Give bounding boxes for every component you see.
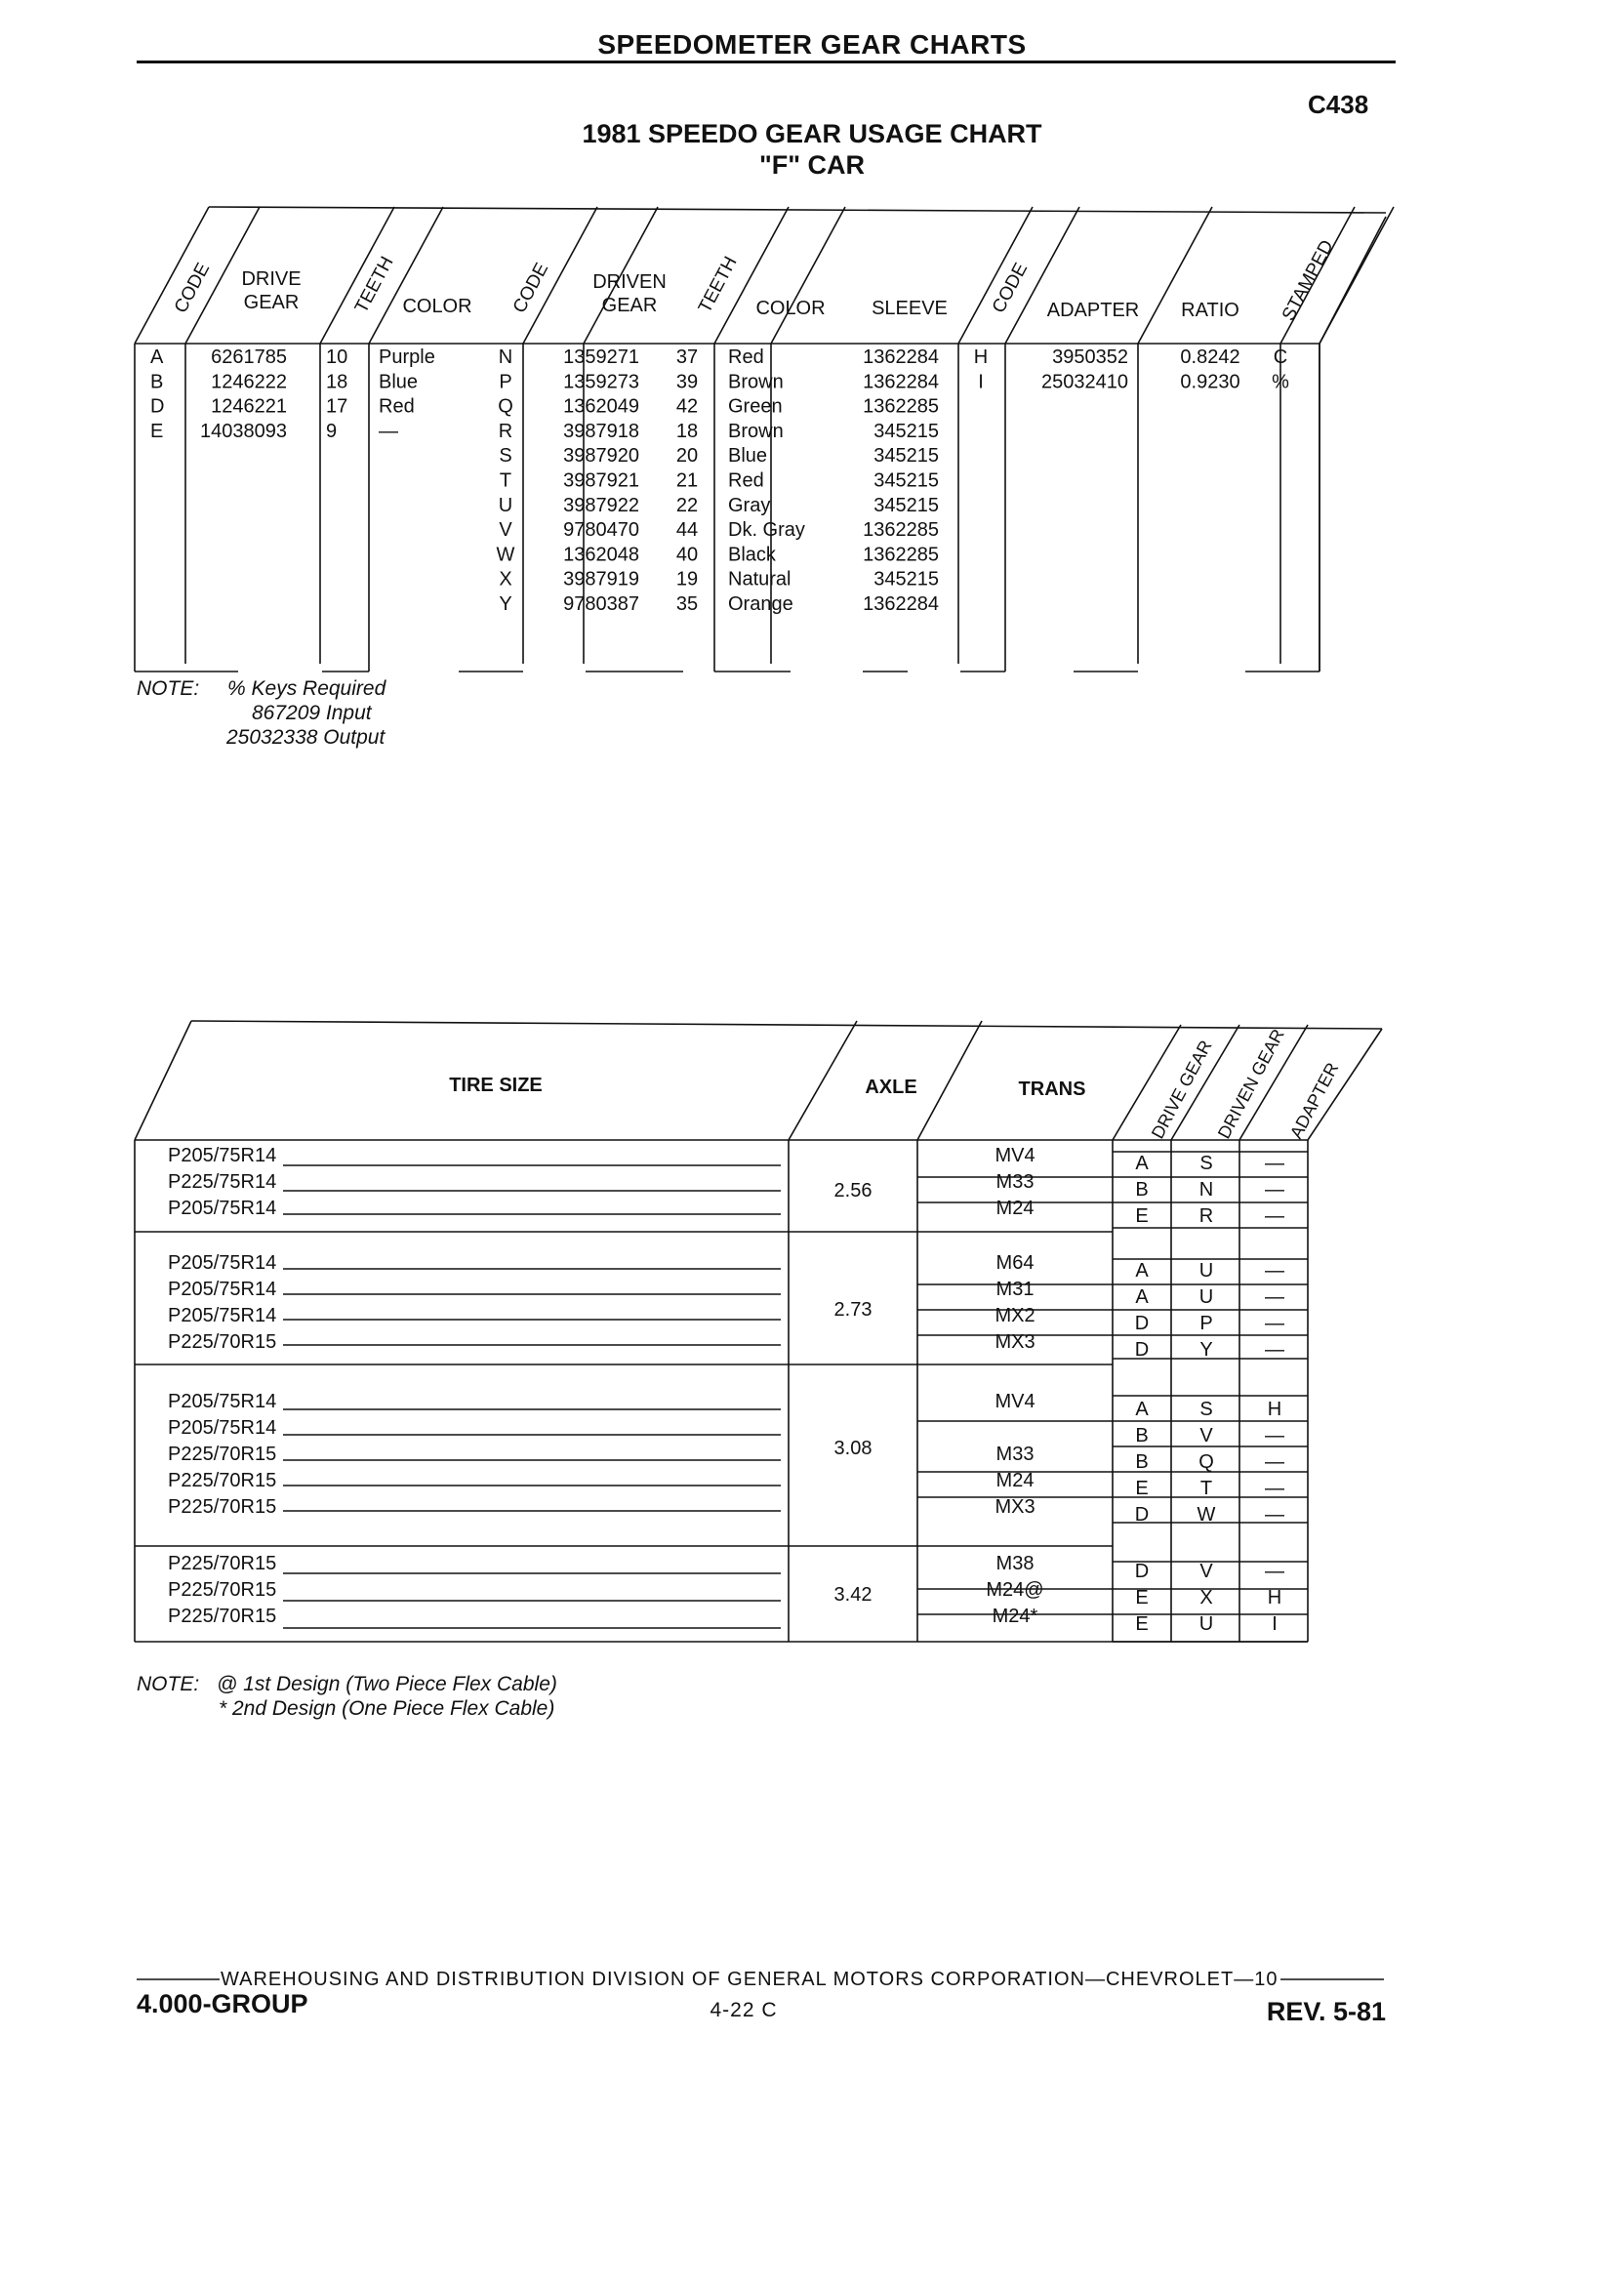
adapter-code: — xyxy=(1265,1205,1284,1227)
drive-gear-code: A xyxy=(1135,1286,1149,1308)
drive-gear-number: 1246221 xyxy=(211,395,287,418)
header-driven-gear: DRIVEN GEAR xyxy=(1213,1025,1288,1142)
adapter-code: H xyxy=(1267,1587,1282,1608)
drive-gear-code: E xyxy=(1135,1478,1149,1499)
header-code-3: CODE xyxy=(988,260,1033,317)
driven-gear-code: V xyxy=(1199,1561,1213,1582)
driven-gear-number: 9780387 xyxy=(563,593,639,615)
drive-gear-code: E xyxy=(150,420,164,442)
adapter-code: — xyxy=(1265,1478,1284,1499)
driven-gear-code: U xyxy=(1198,1286,1214,1308)
header-top-line xyxy=(209,207,1386,213)
driven-gear-code: X xyxy=(499,568,512,590)
drive-gear-color: — xyxy=(379,420,398,442)
tire-size: P225/70R15 xyxy=(168,1553,277,1574)
axle-ratio: 2.56 xyxy=(833,1180,873,1201)
note1-line-2: 867209 Input xyxy=(252,702,372,724)
driven-gear-code: U xyxy=(1198,1613,1214,1635)
header-divider xyxy=(1320,217,1386,344)
driven-gear-number: 9780470 xyxy=(563,519,639,542)
drive-gear-code: A xyxy=(1135,1399,1149,1420)
driven-gear-code: T xyxy=(1199,1478,1213,1499)
header-sleeve: SLEEVE xyxy=(872,298,948,319)
drive-gear-teeth: 18 xyxy=(326,371,348,393)
tire-size: P225/70R15 xyxy=(168,1579,277,1601)
header-divider xyxy=(1138,207,1212,344)
driven-gear-number: 3987919 xyxy=(563,568,639,590)
adapter-code: — xyxy=(1265,1451,1284,1473)
transmission-code: M24@ xyxy=(986,1579,1044,1601)
driven-gear-teeth: 20 xyxy=(675,445,699,468)
note2-line-1: @ 1st Design (Two Piece Flex Cable) xyxy=(217,1673,557,1695)
driven-gear-number: 1362048 xyxy=(563,544,639,566)
driven-gear-color: Red xyxy=(728,469,764,492)
driven-gear-code: V xyxy=(1199,1425,1213,1446)
transmission-code: M33 xyxy=(995,1171,1035,1193)
page-code: C438 xyxy=(1308,90,1369,119)
tire-size: P205/75R14 xyxy=(168,1279,277,1300)
transmission-code: M24* xyxy=(992,1606,1038,1627)
tire-size: P225/70R15 xyxy=(168,1606,277,1627)
drive-gear-code: E xyxy=(1135,1587,1149,1608)
drive-gear-code: B xyxy=(1135,1451,1149,1473)
drive-gear-color: Blue xyxy=(379,371,419,393)
gear-usage-table-body xyxy=(150,346,1289,615)
header-divider xyxy=(917,1021,982,1140)
driven-gear-code: U xyxy=(1198,1260,1214,1282)
driven-gear-teeth: 42 xyxy=(675,395,699,418)
tire-size-table-grid xyxy=(135,1021,1382,1642)
transmission-code: M33 xyxy=(995,1444,1035,1465)
transmission-code: M24 xyxy=(995,1470,1035,1491)
drive-gear-code: A xyxy=(150,346,164,368)
note2-line-2: * 2nd Design (One Piece Flex Cable) xyxy=(219,1697,555,1720)
adapter-code: — xyxy=(1265,1286,1284,1308)
driven-gear-code: Y xyxy=(1199,1339,1213,1361)
adapter-ratio: 0.9230 xyxy=(1180,371,1240,393)
drive-gear-code: A xyxy=(1135,1153,1149,1174)
adapter-stamped: C xyxy=(1273,346,1288,368)
header-code-1: CODE xyxy=(170,260,215,317)
driven-gear-code: V xyxy=(499,519,512,542)
drive-gear-color: Purple xyxy=(379,346,435,368)
driven-gear-teeth: 19 xyxy=(675,568,699,590)
adapter-stamped: % xyxy=(1272,371,1289,393)
driven-gear-sleeve: 1362285 xyxy=(863,395,939,418)
driven-gear-color: Brown xyxy=(728,420,784,442)
header-adapter-2: ADAPTER xyxy=(1285,1059,1343,1142)
gear-usage-table-header xyxy=(171,237,1338,325)
adapter-code: H xyxy=(973,346,989,368)
driven-gear-code: P xyxy=(499,371,512,393)
transmission-code: MX3 xyxy=(995,1496,1035,1518)
drive-gear-code: D xyxy=(150,395,165,418)
drive-gear-code: D xyxy=(1134,1504,1150,1526)
page-title: SPEEDOMETER GEAR CHARTS xyxy=(597,29,1027,60)
tire-size: P205/75R14 xyxy=(168,1391,277,1412)
header-divider xyxy=(771,207,845,344)
footer-revision: REV. 5-81 xyxy=(1266,1997,1386,2026)
chart1-title: 1981 SPEEDO GEAR USAGE CHART xyxy=(582,119,1042,148)
transmission-code: MX2 xyxy=(995,1305,1035,1326)
tire-size: P205/75R14 xyxy=(168,1252,277,1274)
header-code-2: CODE xyxy=(508,260,553,317)
header-color-2: COLOR xyxy=(755,298,826,319)
transmission-code: M64 xyxy=(995,1252,1035,1274)
header-stamped: STAMPED xyxy=(1278,236,1338,325)
driven-gear-code: X xyxy=(1199,1587,1213,1608)
axle-ratio: 3.08 xyxy=(833,1438,873,1459)
drive-gear-teeth: 10 xyxy=(326,346,348,368)
adapter-code: — xyxy=(1265,1561,1284,1582)
drive-gear-teeth: 9 xyxy=(326,420,338,442)
footer-division-line: WAREHOUSING AND DISTRIBUTION DIVISION OF GENERAL MOTORS CORPORATION—CHEVROLET—10 xyxy=(221,1969,1279,1990)
drive-gear-teeth: 17 xyxy=(326,395,348,418)
driven-gear-color: Green xyxy=(728,395,783,418)
adapter-code: — xyxy=(1265,1425,1284,1446)
transmission-code: M31 xyxy=(995,1279,1035,1300)
drive-gear-code: D xyxy=(1134,1339,1150,1361)
adapter-code: I xyxy=(1272,1613,1278,1635)
drive-gear-code: D xyxy=(1134,1313,1150,1334)
driven-gear-teeth: 40 xyxy=(675,544,699,566)
drive-gear-code: E xyxy=(1135,1205,1149,1227)
header-drive-gear-2: GEAR xyxy=(243,292,300,313)
driven-gear-color: Orange xyxy=(728,593,793,615)
driven-gear-color: Dk. Gray xyxy=(728,519,805,542)
tire-size: P205/75R14 xyxy=(168,1198,277,1219)
tire-size-table-header xyxy=(449,1026,1342,1142)
header-top-line xyxy=(191,1021,1382,1029)
driven-gear-color: Red xyxy=(728,346,764,368)
transmission-code: MV4 xyxy=(995,1391,1035,1412)
adapter-code: — xyxy=(1265,1260,1284,1282)
driven-gear-sleeve: 1362284 xyxy=(863,371,939,393)
driven-gear-code: R xyxy=(498,420,513,442)
header-tire-size: TIRE SIZE xyxy=(449,1075,543,1096)
driven-gear-sleeve: 345215 xyxy=(873,469,939,492)
note1-line-3: 25032338 Output xyxy=(226,726,386,749)
footer-page-number: 4-22 C xyxy=(710,1999,778,2021)
drive-gear-code: B xyxy=(1135,1425,1149,1446)
driven-gear-sleeve: 345215 xyxy=(873,420,939,442)
driven-gear-number: 3987918 xyxy=(563,420,639,442)
tire-size: P205/75R14 xyxy=(168,1145,277,1166)
adapter-code: — xyxy=(1265,1504,1284,1526)
drive-gear-number: 1246222 xyxy=(211,371,287,393)
header-trans: TRANS xyxy=(1018,1079,1086,1100)
header-drive-gear: DRIVE GEAR xyxy=(1147,1037,1216,1142)
driven-gear-sleeve: 345215 xyxy=(873,568,939,590)
driven-gear-color: Natural xyxy=(728,568,792,590)
tire-size: P205/75R14 xyxy=(168,1417,277,1439)
tire-size: P225/70R15 xyxy=(168,1331,277,1353)
driven-gear-number: 3987922 xyxy=(563,494,639,516)
driven-gear-teeth: 35 xyxy=(675,593,699,615)
driven-gear-code: N xyxy=(498,346,513,368)
adapter-number: 25032410 xyxy=(1041,371,1128,393)
driven-gear-sleeve: 1362285 xyxy=(863,544,939,566)
driven-gear-number: 1362049 xyxy=(563,395,639,418)
driven-gear-code: N xyxy=(1198,1179,1214,1201)
transmission-code: MV4 xyxy=(995,1145,1035,1166)
header-ratio: RATIO xyxy=(1181,300,1239,321)
header-axle: AXLE xyxy=(865,1077,917,1098)
drive-gear-code: D xyxy=(1134,1561,1150,1582)
transmission-code: M38 xyxy=(995,1553,1035,1574)
driven-gear-number: 1359271 xyxy=(563,346,639,368)
driven-gear-number: 3987920 xyxy=(563,445,639,468)
adapter-ratio: 0.8242 xyxy=(1180,346,1240,368)
transmission-code: MX3 xyxy=(995,1331,1035,1353)
driven-gear-teeth: 22 xyxy=(675,494,699,516)
driven-gear-teeth: 39 xyxy=(675,371,699,393)
driven-gear-teeth: 18 xyxy=(675,420,699,442)
tire-size: P205/75R14 xyxy=(168,1305,277,1326)
driven-gear-color: Brown xyxy=(728,371,784,393)
driven-gear-code: Q xyxy=(498,395,513,418)
tire-size: P225/70R15 xyxy=(168,1470,277,1491)
driven-gear-code: R xyxy=(1198,1205,1214,1227)
driven-gear-sleeve: 1362284 xyxy=(863,593,939,615)
adapter-code: — xyxy=(1265,1179,1284,1201)
chart1-subtitle: "F" CAR xyxy=(758,150,866,180)
header-teeth-1: TEETH xyxy=(350,253,398,317)
adapter-code: — xyxy=(1265,1313,1284,1334)
drive-gear-code: B xyxy=(150,371,164,393)
driven-gear-code: Q xyxy=(1198,1451,1214,1473)
tire-size: P225/70R15 xyxy=(168,1496,277,1518)
driven-gear-code: W xyxy=(1197,1504,1216,1526)
driven-gear-code: T xyxy=(499,469,512,492)
header-drive-gear-1: DRIVE xyxy=(241,268,302,290)
header-divider xyxy=(135,1021,191,1140)
header-color-1: COLOR xyxy=(402,296,472,317)
driven-gear-code: W xyxy=(496,544,515,566)
driven-gear-sleeve: 345215 xyxy=(873,445,939,468)
tire-size: P225/70R15 xyxy=(168,1444,277,1465)
driven-gear-teeth: 44 xyxy=(675,519,699,542)
driven-gear-teeth: 37 xyxy=(675,346,699,368)
driven-gear-code: P xyxy=(1199,1313,1213,1334)
drive-gear-code: A xyxy=(1135,1260,1149,1282)
adapter-code: — xyxy=(1265,1153,1284,1174)
driven-gear-code: S xyxy=(499,445,512,468)
driven-gear-code: U xyxy=(498,494,513,516)
driven-gear-color: Black xyxy=(728,544,776,566)
adapter-number: 3950352 xyxy=(1052,346,1128,368)
driven-gear-code: S xyxy=(1199,1399,1213,1420)
driven-gear-teeth: 21 xyxy=(675,469,699,492)
drive-gear-code: E xyxy=(1135,1613,1149,1635)
driven-gear-sleeve: 345215 xyxy=(873,494,939,516)
driven-gear-number: 3987921 xyxy=(563,469,639,492)
drive-gear-number: 6261785 xyxy=(211,346,287,368)
driven-gear-sleeve: 1362284 xyxy=(863,346,939,368)
driven-gear-code: Y xyxy=(499,593,512,615)
adapter-code: I xyxy=(978,371,984,393)
driven-gear-color: Blue xyxy=(728,445,768,468)
tire-size: P225/75R14 xyxy=(168,1171,277,1193)
note2-label: NOTE: xyxy=(137,1673,200,1695)
header-driven-gear-2: GEAR xyxy=(601,295,658,316)
drive-gear-color: Red xyxy=(379,395,415,418)
header-adapter: ADAPTER xyxy=(1046,300,1140,321)
header-divider xyxy=(789,1021,857,1140)
driven-gear-color: Gray xyxy=(728,494,771,516)
driven-gear-number: 1359273 xyxy=(563,371,639,393)
axle-ratio: 3.42 xyxy=(833,1584,873,1606)
note1-line-1: % Keys Required xyxy=(227,677,386,700)
footer-group: 4.000-GROUP xyxy=(137,1989,308,2018)
driven-gear-sleeve: 1362285 xyxy=(863,519,939,542)
driven-gear-code: S xyxy=(1199,1153,1213,1174)
drive-gear-number: 14038093 xyxy=(200,420,287,442)
transmission-code: M24 xyxy=(995,1198,1035,1219)
header-driven-gear-1: DRIVEN xyxy=(592,271,667,293)
adapter-code: H xyxy=(1267,1399,1282,1420)
adapter-code: — xyxy=(1265,1339,1284,1361)
axle-ratio: 2.73 xyxy=(833,1299,873,1321)
note1-label: NOTE: xyxy=(137,677,200,700)
drive-gear-code: B xyxy=(1135,1179,1149,1201)
header-teeth-2: TEETH xyxy=(694,253,742,317)
